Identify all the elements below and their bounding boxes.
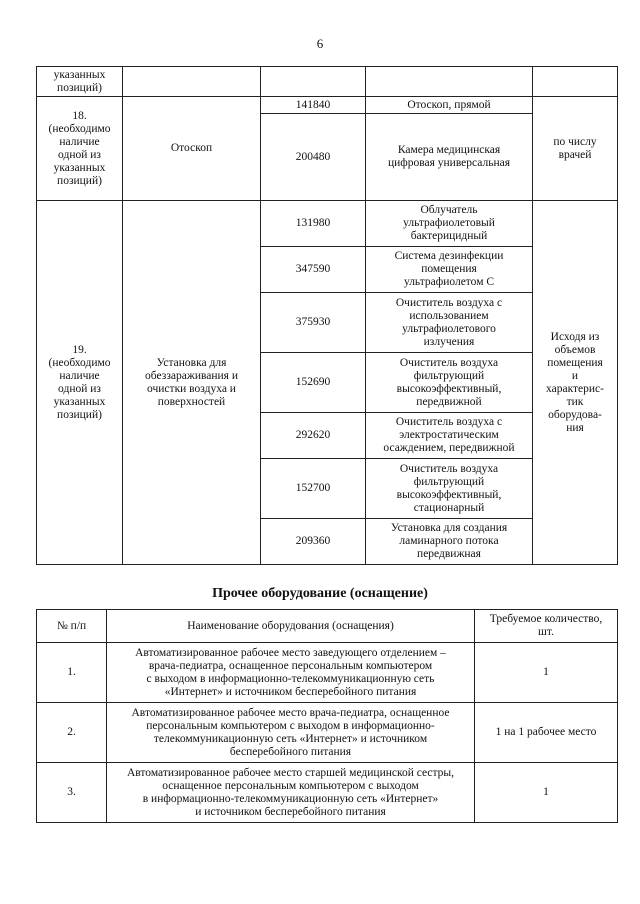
code-cell: 347590 [261,247,366,293]
group-cell: указанных позиций) [37,67,123,97]
item-desc: Очиститель воздуха фильтрующий высокоэффективный, стационарный [366,459,533,519]
item-desc: Облучатель ультрафиолетовый бактерицидный [366,201,533,247]
item-desc: Очиститель воздуха фильтрующий высокоэффективный, передвижной [366,353,533,413]
group-cell: 18. (необходимо наличие одной из указанных позиций) [37,97,123,201]
item-desc: Отоскоп, прямой [366,97,533,114]
code-cell: 375930 [261,293,366,353]
qty-cell: 1 [475,763,618,823]
qty-cell: 1 на 1 рабочее место [475,703,618,763]
table-row [37,201,618,247]
table-row [37,643,618,703]
equipment-name: Автоматизированное рабочее место врача-педиатра, оснащенное персональным компьютером с выходом в информационно- телекоммуникационную сеть «Интернет» и источником бесперебойного питания [107,703,475,763]
code-cell: 152700 [261,459,366,519]
code-cell: 141840 [261,97,366,114]
column-header: № п/п [37,610,107,643]
table-row [37,97,618,114]
item-desc: Установка для создания ламинарного потока передвижная [366,519,533,565]
other-equipment-table [36,609,618,823]
row-number: 3. [37,763,107,823]
code-cell: 131980 [261,201,366,247]
qty-cell: Исходя из объемов помещения и характерис- тик оборудова- ния [533,201,618,565]
code-cell: 152690 [261,353,366,413]
group-cell: 19. (необходимо наличие одной из указанных позиций) [37,201,123,565]
item-desc: Система дезинфекции помещения ультрафиолетом С [366,247,533,293]
empty-cell [366,67,533,97]
table-row [37,763,618,823]
equipment-name: Отоскоп [123,97,261,201]
qty-cell: по числу врачей [533,97,618,201]
empty-cell [261,67,366,97]
row-number: 1. [37,643,107,703]
table-header-row [37,610,618,643]
equipment-name: Установка для обеззараживания и очистки воздуха и поверхностей [123,201,261,565]
equipment-name: Автоматизированное рабочее место старшей медицинской сестры, оснащенное персональным компьютером с выходом в информационно-телекоммуникационную сеть «Интернет» и источником бесперебойного питания [107,763,475,823]
column-header: Требуемое количество, шт. [475,610,618,643]
row-number: 2. [37,703,107,763]
equipment-table [36,66,618,565]
table-row [37,703,618,763]
empty-cell [123,67,261,97]
qty-cell: 1 [475,643,618,703]
column-header: Наименование оборудования (оснащения) [107,610,475,643]
item-desc: Очиститель воздуха с использованием ультрафиолетового излучения [366,293,533,353]
empty-cell [533,67,618,97]
section-title: Прочее оборудование (оснащение) [212,586,428,601]
item-desc: Камера медицинская цифровая универсальная [366,114,533,201]
code-cell: 209360 [261,519,366,565]
page-number: 6 [316,36,324,51]
item-desc: Очиститель воздуха с электростатическим осаждением, передвижной [366,413,533,459]
code-cell: 292620 [261,413,366,459]
code-cell: 200480 [261,114,366,201]
table-row [37,67,618,97]
equipment-name: Автоматизированное рабочее место заведующего отделением – врача-педиатра, оснащенное персональным компьютером с выходом в информационно-телекоммуникационную сеть «Интернет» и источником бесперебойного питания [107,643,475,703]
